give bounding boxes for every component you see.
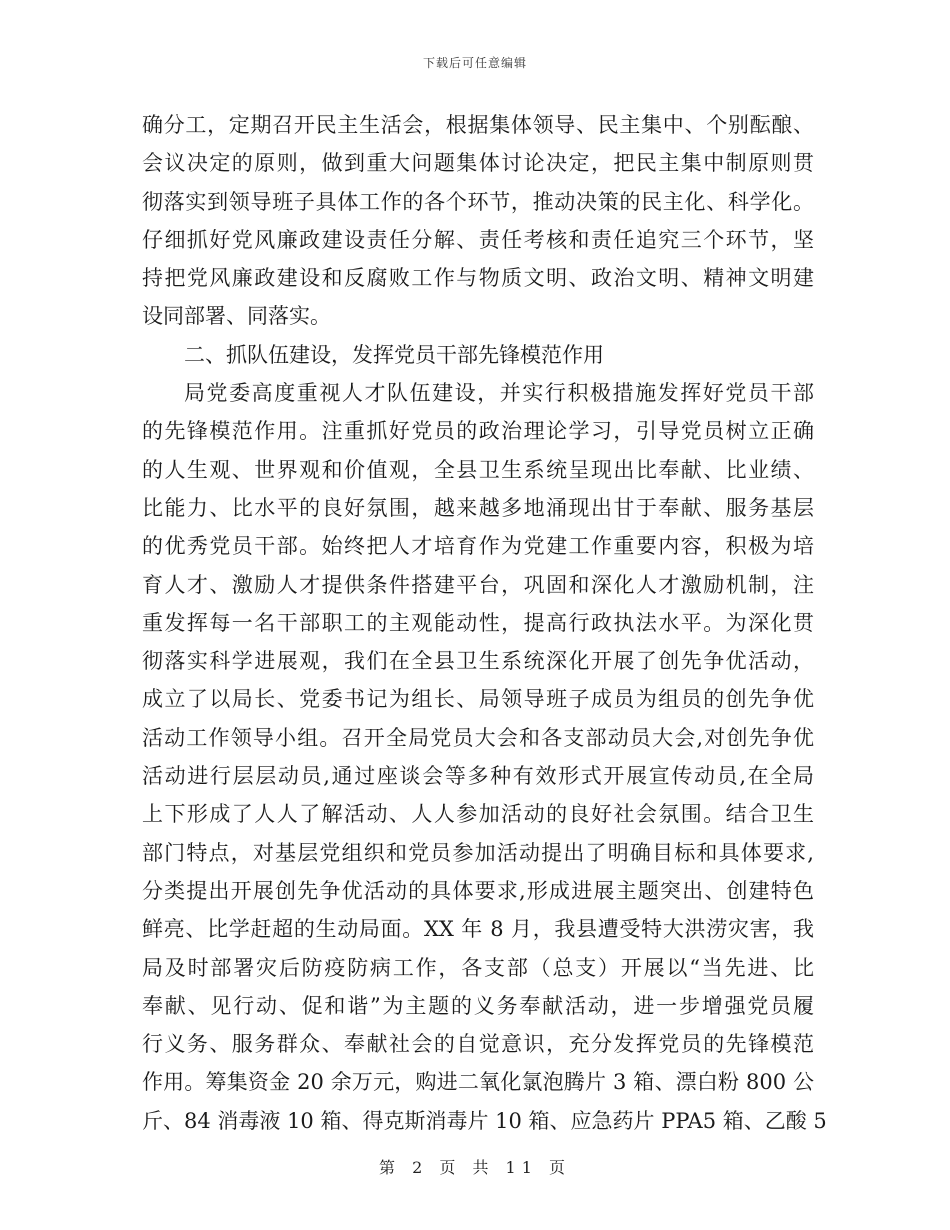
text-line: 活动进行层层动员,通过座谈会等多种有效形式开展宣传动员,在全局: [142, 764, 814, 789]
text-line: 活动工作领导小组。召开全局党员大会和各支部动员大会,对创先争优: [142, 725, 814, 750]
text-line: 上下形成了人人了解活动、人人参加活动的良好社会氛围。结合卫生: [142, 802, 814, 827]
text-line: 分类提出开展创先争优活动的具体要求,形成进展主题突出、创建特色: [142, 878, 814, 903]
text-line: 作用。筹集资金 20 余万元，购进二氧化氯泡腾片 3 箱、漂白粉 800 公: [142, 1070, 814, 1095]
document-body: [142, 106, 827, 1140]
text-line: 鲜亮、比学赶超的生动局面。XX 年 8 月，我县遭受特大洪涝灾害，我: [142, 917, 814, 942]
text-line: 确分工，定期召开民主生活会，根据集体领导、民主集中、个别酝酿、: [142, 113, 814, 137]
section-heading: 二、抓队伍建设，发挥党员干部先锋模范作用: [184, 342, 604, 367]
text-line: 彻落实科学进展观，我们在全县卫生系统深化开展了创先争优活动，: [142, 649, 814, 674]
text-line: 比能力、比水平的良好氛围，越来越多地涌现出甘于奉献、服务基层: [142, 495, 814, 520]
text-line: 彻落实到领导班子具体工作的各个环节，推动决策的民主化、科学化。: [142, 189, 814, 214]
text-line: 育人才、激励人才提供条件搭建平台，巩固和深化人才激励机制，注: [142, 572, 814, 597]
text-line: 仔细抓好党风廉政建设责任分解、责任考核和责任追究三个环节，坚: [142, 227, 814, 252]
text-line: 的优秀党员干部。始终把人才培育作为党建工作重要内容，积极为培: [142, 534, 814, 559]
text-line: 成立了以局长、党委书记为组长、局领导班子成员为组员的创先争优: [142, 687, 814, 712]
text-line: 重发挥每一名干部职工的主观能动性，提高行政执法水平。为深化贯: [142, 610, 814, 635]
text-line: 斤、84 消毒液 10 箱、得克斯消毒片 10 箱、应急药片 PPA5 箱、乙酸 5: [142, 1108, 827, 1133]
text-line: 的人生观、世界观和价值观，全县卫生系统呈现出比奉献、比业绩、: [142, 457, 814, 482]
text-line: 局党委高度重视人才队伍建设，并实行积极措施发挥好党员干部: [184, 381, 814, 406]
page-header: 下载后可任意编辑: [422, 56, 527, 70]
text-line: 奉献、见行动、促和谐”为主题的义务奉献活动，进一步增强党员履: [142, 993, 814, 1018]
text-line: 行义务、服务群众、奉献社会的自觉意识，充分发挥党员的先锋模范: [142, 1032, 814, 1057]
text-line: 局及时部署灾后防疫防病工作，各支部（总支）开展以“当先进、比: [142, 955, 814, 980]
text-line: 持把党风廉政建设和反腐败工作与物质文明、政治文明、精神文明建: [142, 266, 814, 291]
text-line: 部门特点，对基层党组织和党员参加活动提出了明确目标和具体要求,: [142, 840, 814, 865]
text-line: 的先锋模范作用。注重抓好党员的政治理论学习，引导党员树立正确: [142, 419, 814, 444]
page-footer: 第 2 页 共 11 页: [379, 1158, 571, 1177]
text-line: 会议决定的原则，做到重大问题集体讨论决定，把民主集中制原则贯: [142, 151, 814, 176]
text-line: 设同部署、同落实。: [142, 304, 331, 329]
